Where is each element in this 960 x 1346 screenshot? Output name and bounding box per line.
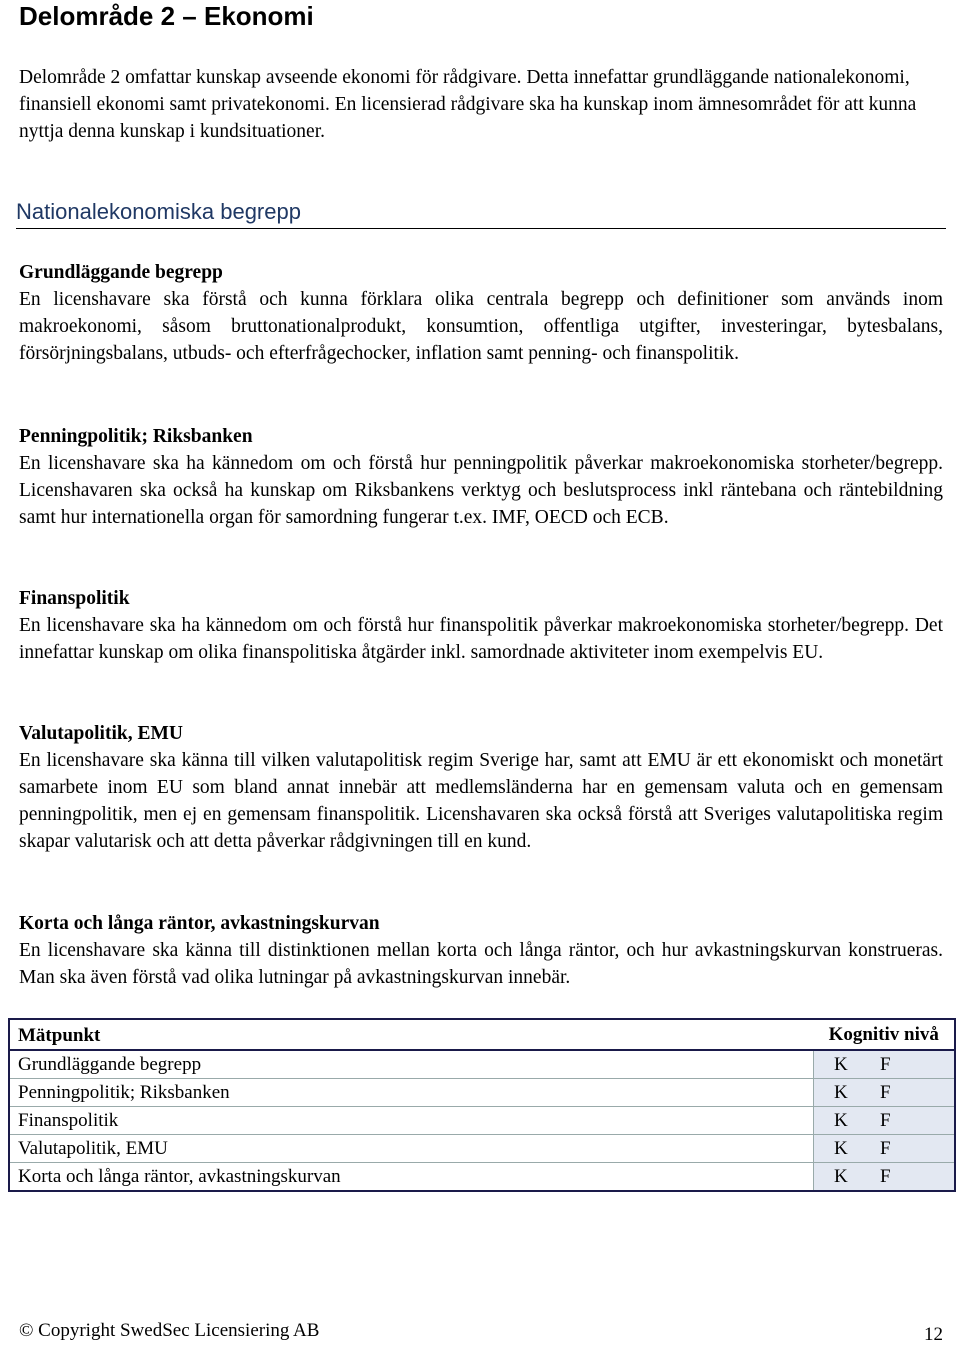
- section-text: En licenshavare ska känna till vilken valutapolitisk regim Sverige har, samt att EMU är ett ekonomiskt och monetärt samarbete inom EU som bland annat innebär att medlemsländerna har en gemensam valuta och en gemensam penningpolitik, men ej en gemensam finanspolitik. Licenshavaren ska också förstå att Sveriges valutapolitiska regim skapar valutarisk och att detta påverkar rådgivningen till en kund.: [19, 750, 943, 852]
- section-text: En licenshavare ska ha kännedom om och förstå hur finanspolitik påverkar makroekonomiska storheter/begrepp. Det innefattar kunskap om olika finanspolitiska åtgärder inkl. samordnade aktiviteter inom exempelvis EU.: [19, 615, 943, 663]
- header-matpunkt: Mätpunkt: [18, 1025, 101, 1046]
- row-f: F: [872, 1079, 955, 1107]
- section-grundlaggande: [19, 259, 943, 367]
- row-f: F: [872, 1163, 955, 1192]
- header-kognitiv-niva: Kognitiv nivå: [828, 1024, 939, 1045]
- row-name: Korta och långa räntor, avkastningskurvan: [9, 1163, 814, 1192]
- table-row: [9, 1079, 955, 1107]
- section-heading: Korta och långa räntor, avkastningskurvan: [19, 913, 380, 934]
- table-row: [9, 1050, 955, 1079]
- row-k: K: [814, 1079, 873, 1107]
- row-name: Valutapolitik, EMU: [9, 1135, 814, 1163]
- page-title: Delområde 2 – Ekonomi: [19, 1, 314, 31]
- row-k: K: [814, 1107, 873, 1135]
- section-finanspolitik: [19, 585, 943, 666]
- row-name: Grundläggande begrepp: [9, 1050, 814, 1079]
- section-text: En licenshavare ska ha kännedom om och förstå hur penningpolitik påverkar makroekonomiska storheter/begrepp. Licenshavaren ska också ha kunskap om Riksbankens verktyg och beslutsprocess inkl räntebana och räntebildning samt hur internationella organ för samordning fungerar t.ex. IMF, OECD och ECB.: [19, 453, 943, 528]
- table-row: [9, 1163, 955, 1192]
- row-f: F: [872, 1107, 955, 1135]
- copyright-text: © Copyright SwedSec Licensiering AB: [19, 1320, 320, 1341]
- row-k: K: [814, 1163, 873, 1192]
- section-penningpolitik: [19, 423, 943, 531]
- section-heading: Grundläggande begrepp: [19, 262, 223, 283]
- page-footer: [19, 1320, 943, 1345]
- section-valutapolitik: [19, 720, 943, 855]
- section-heading: Penningpolitik; Riksbanken: [19, 426, 253, 447]
- row-k: K: [814, 1050, 873, 1079]
- page-number: 12: [924, 1324, 943, 1345]
- intro-paragraph: Delområde 2 omfattar kunskap avseende ekonomi för rådgivare. Detta innefattar grundläggande nationalekonomi, finansiell ekonomi samt privatekonomi. En licensierad rådgivare ska ha kunskap inom ämnesområdet för att kunna nyttja denna kunskap i kundsituationer.: [19, 67, 917, 142]
- table-row: [9, 1107, 955, 1135]
- section-rantor: [19, 910, 943, 991]
- table-row: [9, 1135, 955, 1163]
- section-text: En licenshavare ska förstå och kunna förklara olika centrala begrepp och definitioner som används inom makroekonomi, såsom bruttonationalprodukt, konsumtion, offentliga utgifter, investeringar, bytesbalans, försörjningsbalans, utbuds- och efterfrågechocker, inflation samt penning- och finanspolitik.: [19, 289, 943, 364]
- row-name: Penningpolitik; Riksbanken: [9, 1079, 814, 1107]
- row-f: F: [872, 1135, 955, 1163]
- section-heading: Valutapolitik, EMU: [19, 723, 183, 744]
- table-header-row: [9, 1019, 955, 1050]
- matpunkt-table: [8, 1018, 956, 1192]
- row-name: Finanspolitik: [9, 1107, 814, 1135]
- row-f: F: [872, 1050, 955, 1079]
- row-k: K: [814, 1135, 873, 1163]
- section-subheading: Nationalekonomiska begrepp: [16, 198, 946, 229]
- section-heading: Finanspolitik: [19, 588, 130, 609]
- section-text: En licenshavare ska känna till distinktionen mellan korta och långa räntor, och hur avkastningskurvan konstrueras. Man ska även förstå vad olika lutningar på avkastningskurvan innebär.: [19, 940, 943, 988]
